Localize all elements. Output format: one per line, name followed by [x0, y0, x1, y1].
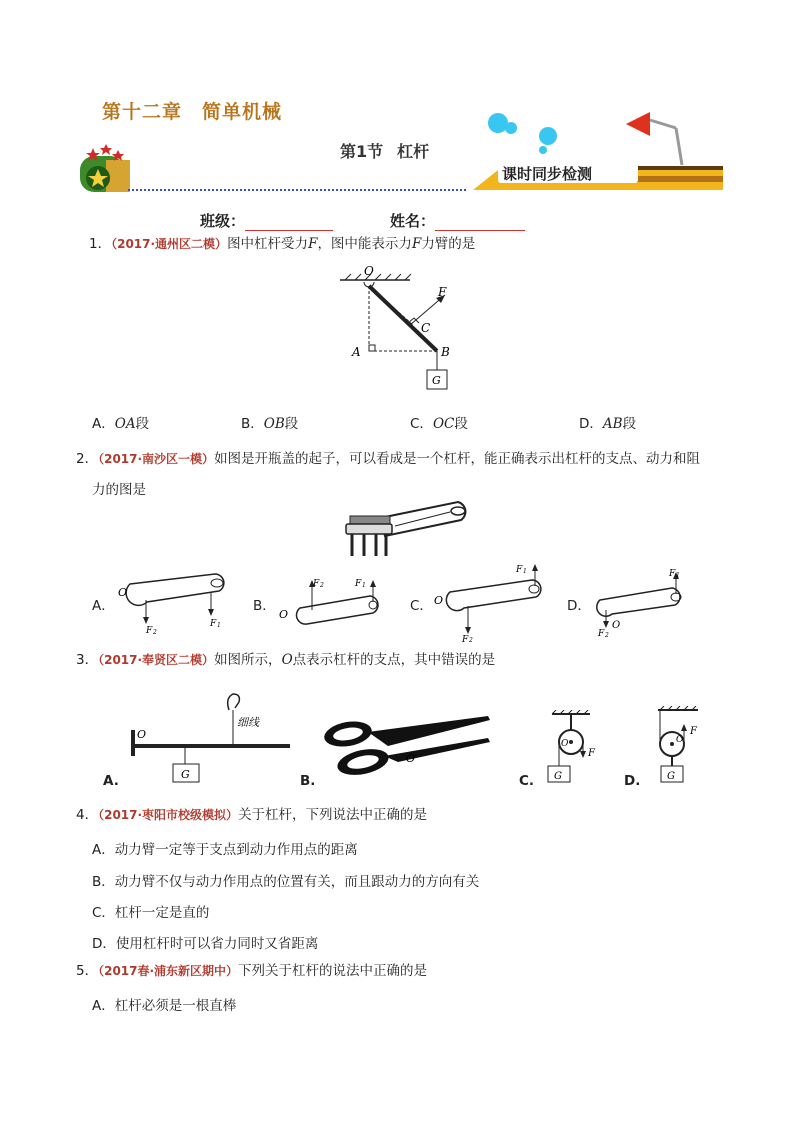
q4-option-c[interactable]: C．杠杆一定是直的	[92, 905, 210, 921]
svg-text:O: O	[137, 728, 147, 741]
q2-option-a-figure	[115, 570, 230, 634]
q2-option-d-figure	[590, 564, 690, 638]
svg-text:O: O	[118, 586, 128, 599]
label-C: C	[421, 321, 431, 335]
q1-lever-figure	[335, 262, 465, 394]
q3-option-a-figure	[125, 690, 310, 785]
svg-text:O: O	[434, 594, 444, 607]
svg-text:G: G	[667, 771, 675, 782]
svg-text:F: F	[146, 626, 153, 634]
svg-text:F: F	[588, 748, 595, 759]
svg-text:1: 1	[362, 582, 366, 589]
label-B: B	[441, 345, 450, 359]
svg-text:F: F	[210, 619, 217, 629]
svg-text:F: F	[355, 579, 362, 589]
svg-text:2: 2	[605, 632, 609, 638]
svg-text:2: 2	[153, 629, 157, 634]
label-O: O	[364, 264, 374, 278]
thread-label: 细线	[237, 716, 259, 729]
svg-text:O: O	[279, 608, 289, 621]
svg-text:F: F	[669, 569, 676, 579]
svg-text:2: 2	[469, 637, 473, 642]
svg-text:F: F	[690, 726, 697, 737]
q2-option-b-figure	[275, 574, 390, 630]
svg-text:2: 2	[320, 582, 324, 589]
q5-option-a[interactable]: A．杠杆必须是一根直棒	[92, 998, 237, 1014]
label-A: A	[352, 345, 361, 359]
q3-option-d[interactable]: D.	[624, 773, 641, 789]
svg-text:O: O	[676, 735, 684, 745]
q4-option-b[interactable]: B．动力臂不仅与动力作用点的位置有关，而且跟动力的方向有关	[92, 874, 480, 890]
question-1: 1．（2017·通州区二模）图中杠杆受力F，图中能表示力F力臂的是	[89, 236, 476, 252]
header-dotted-rule	[128, 189, 466, 191]
svg-text:1: 1	[217, 622, 221, 629]
class-input-line[interactable]	[245, 214, 333, 231]
chapter-title: 第十二章 简单机械	[102, 101, 283, 123]
svg-text:F: F	[598, 629, 605, 638]
svg-text:1: 1	[676, 572, 680, 579]
q2-bottle-opener-photo	[340, 496, 475, 558]
q3-scissors-figure	[318, 712, 493, 782]
name-input-line[interactable]	[435, 214, 525, 231]
q1-option-b[interactable]: B．OB段	[241, 416, 299, 432]
name-field: 姓名：	[390, 210, 525, 231]
q3-option-c-pulley	[538, 710, 608, 785]
question-4: 4．（2017·枣阳市校级模拟）关于杠杆，下列说法中正确的是	[76, 807, 428, 823]
q4-option-d[interactable]: D．使用杠杆时可以省力同时又省距离	[92, 936, 319, 952]
q1-option-a[interactable]: A．OA段	[92, 416, 150, 432]
svg-text:O: O	[406, 752, 416, 765]
q1-option-d[interactable]: D．AB段	[579, 416, 637, 432]
question-2: 2．（2017·南沙区一模）如图是开瓶盖的起子，可以看成是一个杠杆，能正确表示出杠杆的支点、动力和阻 力的图是	[76, 451, 701, 498]
svg-text:1: 1	[523, 568, 527, 575]
q3-option-a[interactable]: A.	[103, 773, 119, 789]
label-G: G	[432, 374, 441, 387]
q3-option-d-pulley	[648, 706, 718, 786]
question-5: 5．（2017春·浦东新区期中）下列关于杠杆的说法中正确的是	[76, 963, 428, 979]
header-tag: 课时同步检测	[502, 165, 593, 183]
svg-text:F: F	[462, 635, 469, 642]
svg-text:F: F	[313, 579, 320, 589]
q2-option-c-figure	[432, 562, 552, 642]
section-title: 第1节 杠杆	[340, 142, 430, 161]
q3-option-c[interactable]: C.	[519, 773, 535, 789]
q3-option-b[interactable]: B.	[300, 773, 316, 789]
svg-text:F: F	[516, 565, 523, 575]
q2-option-a[interactable]: A．	[92, 598, 115, 614]
q2-option-d[interactable]: D．	[567, 598, 591, 614]
label-F: F	[438, 285, 447, 299]
q1-option-c[interactable]: C．OC段	[410, 416, 468, 432]
q4-option-a[interactable]: A．动力臂一定等于支点到动力作用点的距离	[92, 842, 358, 858]
q2-option-c[interactable]: C．	[410, 598, 433, 614]
q2-option-b[interactable]: B．	[253, 598, 276, 614]
class-field: 班级：	[200, 210, 333, 231]
svg-text:G: G	[181, 768, 190, 781]
svg-text:G: G	[554, 771, 562, 782]
svg-text:O: O	[561, 739, 569, 749]
svg-text:O: O	[612, 620, 621, 631]
question-3: 3．（2017·奉贤区二模）如图所示，O点表示杠杆的支点，其中错误的是	[76, 652, 496, 668]
